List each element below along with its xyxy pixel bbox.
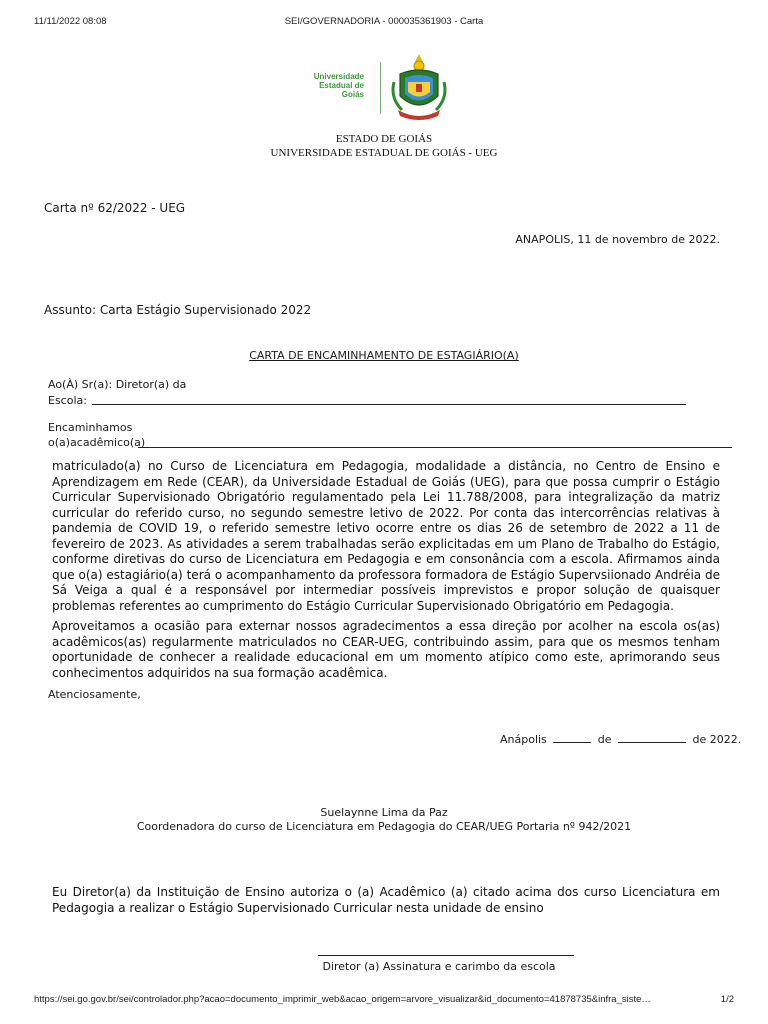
logo-text-line1: Universidade [313, 72, 364, 81]
authorization-statement: Eu Diretor(a) da Instituição de Ensino autoriza o (a) Acadêmico (a) citado acima dos curso Licenciatura em Pedagogia a realizar o Estágio Supervisionado Curricular nesta unidade de ensino [52, 885, 720, 915]
signer-role: Coordenadora do curso de Licenciatura em Pedagogia do CEAR/UEG Portaria nº 942/2021 [136, 820, 632, 833]
date-de: de [597, 733, 612, 746]
addressee-line1: Ao(À) Sr(a): Diretor(a) da [48, 378, 187, 391]
director-signature-label: Diretor (a) Assinatura e carimbo da escola [322, 960, 556, 973]
ueg-logo [310, 72, 364, 99]
date-city: Anápolis [500, 733, 547, 746]
school-label: Escola: [48, 394, 87, 407]
day-blank [553, 742, 591, 743]
logo-divider [380, 62, 381, 114]
director-signature-line [318, 955, 574, 956]
body-paragraph-1: matriculado(a) no Curso de Licenciatura em Pedagogia, modalidade a distância, no Centro de Ensino e Aprendizagem em Rede (CEAR), da Universidade Estadual de Goiás (UEG), para que possa cumprir o Estágio Curricular Supervisionado Obrigatório regulamentado pela Lei 11.788/2008, para integralização da matriz curricular do referido curso, no segundo semestre letivo de 2022. Por conta das intercorrências relativas à pandemia de COVID 19, o referido semestre letivo ocorre entre os dias 26 de setembro de 2022 a 11 de fevereiro de 2023. As atividades a serem trabalhadas serão explicitadas em um Plano de Trabalho do Estágio, conforme diretivas do curso de Licenciatura em Pedagogia e em consonância com a escola. Afirmamos ainda que o(a) estagiário(a) terá o acompanhamento da professora formadora de Estágio Supervsiionado Andréia de Sá Veiga a qual é a responsável por intermediar possíveis imprevistos e propor solução de quaisquer problemas referentes ao cumprimento do Estágio Curricular Supervisionado Obrigatório em Pedagogia. [52, 459, 720, 613]
print-doc-title: SEI/GOVERNADORIA - 000035361903 - Carta [284, 16, 484, 27]
place-date: ANAPOLIS, 11 de novembro de 2022. [515, 233, 720, 246]
heading-university: UNIVERSIDADE ESTADUAL DE GOIÁS - UEG [270, 147, 498, 159]
body-paragraph-2: Aproveitamos a ocasião para externar nossos agradecimentos a essa direção por acolher na escola os(as) acadêmicos(as) regularmente matriculados no CEAR-UEG, contribuindo assim, para que os mesmos tenham oportunidade de conhecer a realidade educacional em um momento atípico como este, aprimorando seus conhecimentos adquiridos na sua formação acadêmica. [52, 619, 720, 680]
date-line [500, 733, 741, 746]
forward-line2: o(a)acadêmico(a) [48, 436, 146, 449]
letter-title: CARTA DE ENCAMINHAMENTO DE ESTAGIÁRIO(A) [249, 349, 519, 362]
subject-line: Assunto: Carta Estágio Supervisionado 2022 [44, 303, 312, 317]
month-blank [618, 742, 686, 743]
student-fill-line [138, 447, 732, 448]
print-datetime: 11/11/2022 08:08 [34, 16, 107, 27]
letter-number: Carta nº 62/2022 - UEG [44, 201, 186, 215]
page-number: 1/2 [720, 994, 734, 1005]
closing: Atenciosamente, [48, 688, 141, 701]
logo-text-line3: Goiás [341, 90, 364, 99]
heading-state: ESTADO DE GOIÁS [335, 133, 433, 145]
signer-name: Suelaynne Lima da Paz [320, 806, 448, 819]
school-fill-line [92, 404, 686, 405]
goias-coat-of-arms-icon [388, 52, 450, 124]
logo-text-line2: Estadual de [319, 81, 364, 90]
date-year: de 2022. [692, 733, 742, 746]
addressee-school [48, 394, 87, 407]
forward-line1: Encaminhamos [48, 421, 133, 434]
print-url: https://sei.go.gov.br/sei/controlador.php?acao=documento_imprimir_web&acao_origem=arvore_visualizar&id_documento=41878735&infra_siste… [34, 994, 651, 1005]
